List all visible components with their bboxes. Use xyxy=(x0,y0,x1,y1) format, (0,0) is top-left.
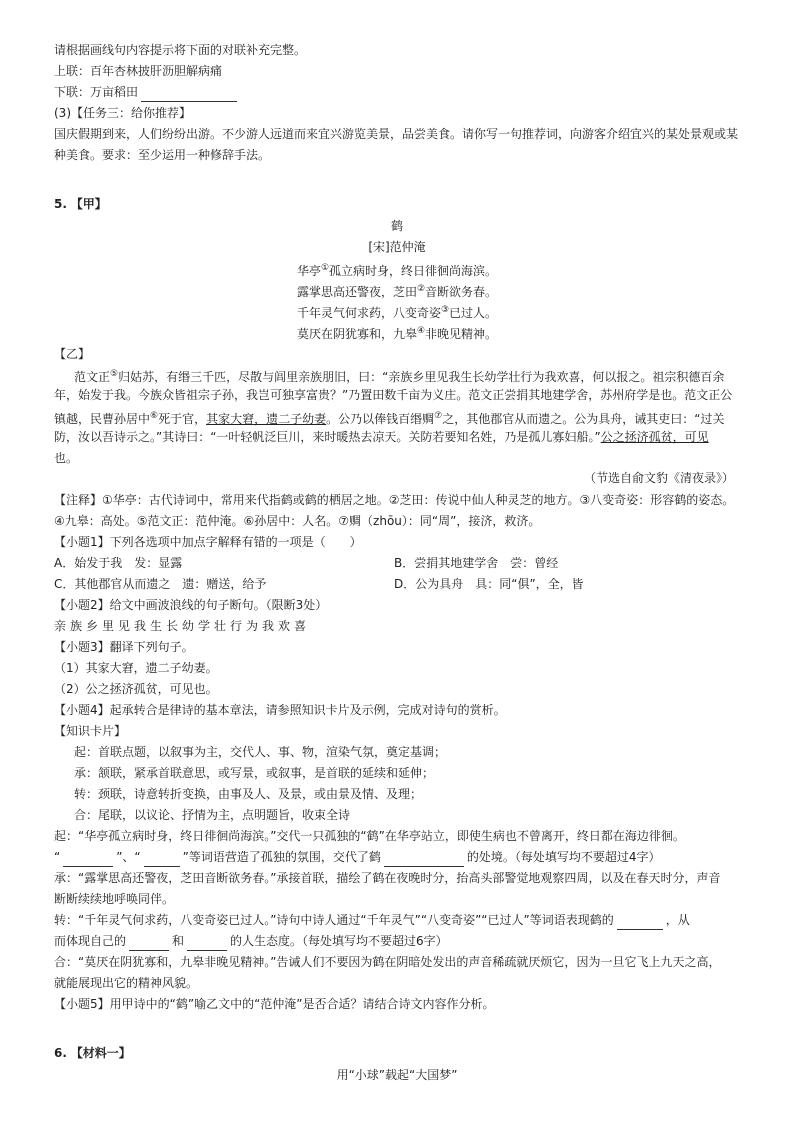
option-c[interactable]: C．其他郡官从而遗之 遗：赠送，给予 xyxy=(54,577,267,591)
answer-blank[interactable] xyxy=(63,852,113,867)
punctuation-sentence: 亲族乡里见我生长幼学壮行为我欢喜 xyxy=(54,619,311,633)
passage-line-1: 范文正⑤归姑苏，有缗三千匹，尽散与闾里亲族朋旧，曰：“亲族乡里见我生长幼学壮行为我欢喜，何以报之。祖宗积德百余 xyxy=(74,369,725,384)
subquestion-2: 【小题2】给文中画波浪线的句子断句。（限断3处） xyxy=(54,598,328,612)
couplet-upper: 上联：百年杏林披肝沥胆解病痛 xyxy=(54,64,223,78)
subquestion-3: 【小题3】翻译下列句子。 xyxy=(54,640,194,654)
poem-author: [宋]范仲淹 xyxy=(368,240,426,254)
analysis-cheng-1: 承：“露掌思高还警夜，芝田音断欲务春。”承接首联，描绘了鹤在夜晚时分，抬高头部警觉地观察四周，以及在春天时分，声音 xyxy=(54,871,721,885)
notes-line-1: 【注释】①华亭：古代诗词中，常用来代指鹤或鹤的栖居之地。②芝田：传说中仙人种灵芝的地方。③八变奇姿：形容鹤的姿态。 xyxy=(54,493,735,507)
question-5-heading: 5. 【甲】 xyxy=(54,197,107,211)
translate-2: （2）公之拯济孤贫，可见也。 xyxy=(54,682,218,696)
passage-source: （节选自俞文豹《清夜录》） xyxy=(583,471,734,485)
passage-line-4: 防，汝以吾诗示之。”其诗曰：“一叶轻帆泛巨川，来时暖热去凉天。关防若要知名姓，乃是孤儿寡妇船。”公之拯济孤贫，可见 xyxy=(54,430,709,444)
analysis-he-2: 就能展现出它的精神风貌。 xyxy=(54,976,199,990)
card-qi: 起：首联点题，以叙事为主，交代人、事、物，渲染气氛，奠定基调； xyxy=(74,745,447,759)
analysis-qi-1: 起：“华亭孤立病时身，终日徘徊尚海滨。”交代一只孤独的“鹤”在华亭站立，即使生病也不曾离开，终日都在海边徘徊。 xyxy=(54,829,685,843)
knowledge-card-heading: 【知识卡片】 xyxy=(54,724,127,738)
task3-heading: (3)【任务三：给你推荐】 xyxy=(54,106,191,120)
card-he: 合：尾联，以议论、抒情为主，点明题旨，收束全诗 xyxy=(74,808,351,822)
card-zhuan: 转：颈联，诗意转折变换，由事及人、及景，或由景及情、及理； xyxy=(74,787,423,801)
answer-blank[interactable] xyxy=(617,915,663,930)
poem-line-4: 莫厌在阴犹寡和，九皋④非晚见精神。 xyxy=(296,326,498,341)
card-cheng: 承：颔联，紧承首联意思，或写景，或叙事，是首联的延续和延伸； xyxy=(74,766,435,780)
poem-line-3: 千年灵气何求药，八变奇姿③已过人。 xyxy=(296,305,498,320)
subquestion-1: 【小题1】下列各选项中加点字解释有错的一项是（ ） xyxy=(54,535,362,549)
poem-line-2: 露掌思高还警夜，芝田②音断欲务春。 xyxy=(296,284,498,299)
answer-blank[interactable] xyxy=(129,936,169,951)
couplet-instruction: 请根据画线句内容提示将下面的对联补充完整。 xyxy=(54,43,307,57)
material-title: 用“小球”载起“大国梦” xyxy=(336,1068,458,1082)
couplet-lower: 下联：万亩稻田 xyxy=(54,82,754,102)
analysis-he-1: 合：“莫厌在阴犹寡和，九皋非晚见精神。”告诫人们不要因为鹤在阴暗处发出的声音稀疏就厌烦它，因为一旦它飞上九天之高， xyxy=(54,955,721,969)
subquestion-5: 【小题5】用甲诗中的“鹤”喻乙文中的“范仲淹”是否合适？请结合诗文内容作分析。 xyxy=(54,997,495,1011)
analysis-zhuan-1: 转：“千年灵气何求药，八变奇姿已过人。”诗句中诗人通过“千年灵气”“八变奇姿”“已过人”等词语表现鹤的 ，从 xyxy=(54,910,754,930)
answer-blank[interactable] xyxy=(187,936,227,951)
question-6-heading: 6. 【材料一】 xyxy=(54,1046,131,1060)
analysis-qi-2: “ ”、“ ”等词语营造了孤独的氛围，交代了鹤 的处境。（每处填写均不要超过4字） xyxy=(54,847,754,867)
passage-line-3: 镇越，民曹孙居中⑥死于官，其家大窘，遗二子幼妻。公乃以俸钱百缗赒⑦之，其他郡官从而遗之。公为具舟，诫其吏曰：“过关 xyxy=(54,411,725,426)
task3-text-2: 种美食。要求：至少运用一种修辞手法。 xyxy=(54,148,271,162)
translate-1: （1）其家大窘，遗二子幼妻。 xyxy=(54,661,218,675)
analysis-cheng-2: 断断续续地呼唤同伴。 xyxy=(54,892,175,906)
option-a[interactable]: A．始发于我 发：显露 xyxy=(54,556,183,570)
task3-text-1: 国庆假期到来，人们纷纷出游。不少游人远道而来宜兴游览美景，品尝美食。请你写一句推荐词，向游客介绍宜兴的某处景观或某 xyxy=(54,127,739,141)
answer-blank[interactable] xyxy=(144,852,180,867)
option-d[interactable]: D．公为具舟 具：同“俱”，全，皆 xyxy=(394,577,584,591)
analysis-zhuan-2: 而体现自己的 和 的人生态度。（每处填写均不要超过6字） xyxy=(54,931,754,951)
subquestion-4: 【小题4】起承转合是律诗的基本章法，请参照知识卡片及示例，完成对诗句的赏析。 xyxy=(54,703,506,717)
section-yi-label: 【乙】 xyxy=(54,347,91,361)
option-b[interactable]: B．尝捐其地建学舍 尝：曾经 xyxy=(394,556,559,570)
poem-line-1: 华亭①孤立病时身，终日徘徊尚海滨。 xyxy=(296,263,498,278)
answer-blank[interactable] xyxy=(384,852,464,867)
passage-line-2: 年，始发于我。今族众皆祖宗子孙，我岂可独享富贵？”乃置田数千亩为义庄。范文正尝捐其地建学舍，苏州府学是也。范文正公 xyxy=(54,388,733,402)
poem-title: 鹤 xyxy=(390,219,403,233)
notes-line-2: ④九皋：高处。⑤范文正：范仲淹。⑥孙居中：人名。⑦赒（zhōu）：同“周”，接济，救济。 xyxy=(54,514,541,528)
passage-line-5: 也。 xyxy=(54,451,79,465)
answer-blank[interactable] xyxy=(141,87,237,102)
